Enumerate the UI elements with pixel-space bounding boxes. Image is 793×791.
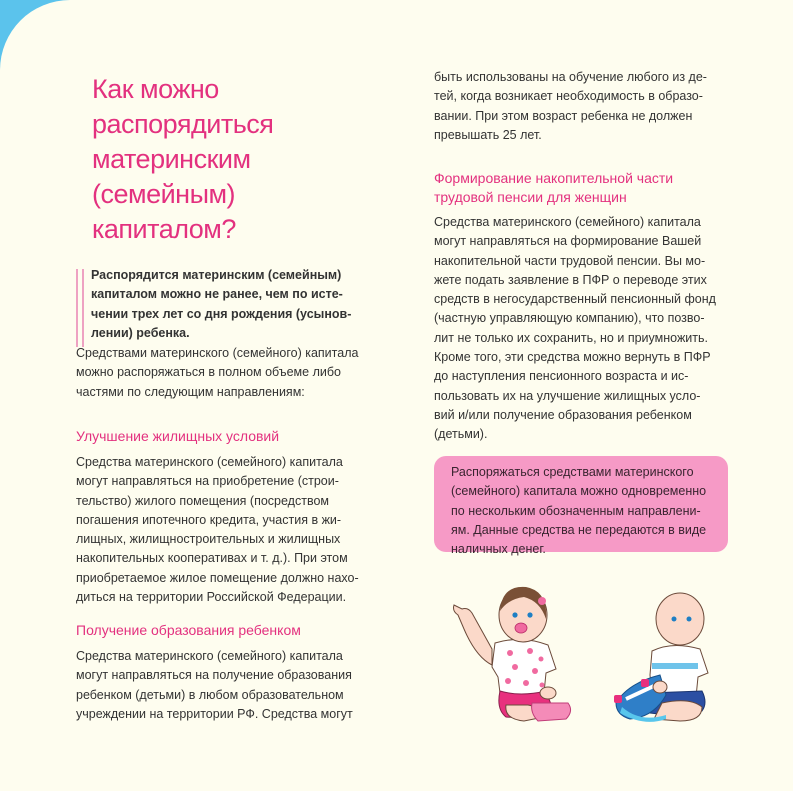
note-line: наличных денег.: [451, 542, 546, 557]
education-heading-text: Получение образования ребенком: [76, 622, 301, 638]
title-line: Как можно: [92, 74, 219, 104]
education-heading: [76, 621, 301, 640]
housing-heading: [76, 427, 279, 446]
intro-line: Средствами материнского (семейного) капитала: [76, 346, 359, 360]
pension-heading: [434, 169, 673, 207]
pension-line: Средства материнского (семейного) капитала: [434, 215, 701, 229]
pension-line: могут направляться на формирование Вашей: [434, 234, 702, 249]
housing-heading-text: Улучшение жилищных условий: [76, 428, 280, 444]
pension-line: пользовать их на улучшение жилищных усло-: [434, 388, 701, 403]
note-text: [451, 463, 716, 559]
lead-line: лении) ребенка.: [91, 325, 190, 340]
pension-line: (детьми).: [434, 427, 488, 442]
lead-line: Распорядится материнским (семейным): [91, 268, 342, 282]
lead-line: капиталом можно не ранее, чем по исте-: [91, 287, 343, 302]
housing-line: приобретаемое жилое помещение должно нахо-: [76, 570, 359, 585]
pension-line: лит не только их сохранить, но и приумножить.: [434, 330, 708, 345]
baby-girl-illustration: [454, 587, 571, 721]
education-line: вании. При этом возраст ребенка не должен: [434, 108, 693, 123]
housing-line: лищных, жилищностроительных и жилищных: [76, 532, 341, 547]
pension-line: вий и/или получение образования ребенком: [434, 407, 692, 422]
education-line: ребенком (детьми) в любом образовательном: [76, 687, 344, 702]
intro-paragraph: [76, 344, 358, 402]
intro-line: можно распоряжаться в полном объеме либо: [76, 365, 341, 380]
housing-line: тельство) жилого помещения (посредством: [76, 493, 329, 508]
page-title: [92, 72, 392, 247]
pension-line: накопительной части трудовой пенсии. Вы мо-: [434, 253, 706, 268]
note-line: (семейного) капитала можно одновременно: [451, 484, 707, 499]
note-line: ям. Данные средства не передаются в виде: [451, 522, 707, 537]
housing-line: накопительных кооперативах и т. д.). При этом: [76, 551, 348, 566]
housing-line: Средства материнского (семейного) капитала: [76, 455, 343, 469]
housing-paragraph: [76, 453, 359, 607]
pension-paragraph: [434, 213, 716, 445]
pension-line: до наступления пенсионного возраста и ис-: [434, 369, 689, 384]
title-line: (семейным): [92, 179, 236, 209]
accent-double-bar: [76, 269, 84, 347]
pension-line: жете подать заявление в ПФР о переводе этих: [434, 272, 707, 287]
housing-line: диться на территории Российской Федерации.: [76, 590, 347, 605]
baby-boy-illustration: [614, 593, 708, 722]
education-line: учреждении на территории РФ. Средства могут: [76, 706, 353, 721]
pension-heading-line: трудовой пенсии для женщин: [434, 189, 627, 205]
education-line: быть использованы на обучение любого из де-: [434, 70, 707, 84]
lead-callout: [76, 266, 391, 343]
note-box: [434, 456, 728, 557]
education-line: Средства материнского (семейного) капитала: [76, 649, 343, 663]
title-line: распорядиться: [92, 109, 274, 139]
pension-line: Кроме того, эти средства можно вернуть в ПФР: [434, 350, 711, 365]
education-line: превышать 25 лет.: [434, 127, 542, 142]
note-line: Распоряжаться средствами материнского: [451, 465, 694, 479]
note-line: по нескольким обозначенным направлени-: [451, 503, 701, 518]
housing-line: могут направляться на приобретение (строи-: [76, 474, 339, 489]
lead-text: [91, 266, 391, 343]
pension-heading-line: Формирование накопительной части: [434, 170, 674, 186]
education-paragraph: [76, 647, 353, 724]
pension-line: (частную управляющую компанию), что позво-: [434, 311, 705, 326]
pension-line: средств в негосударственный пенсионный фонд: [434, 292, 716, 307]
education-line: могут направляться на получение образования: [76, 668, 352, 683]
education-line: тей, когда возникает необходимость в образо-: [434, 89, 703, 104]
housing-line: погашения ипотечного кредита, участия в жи-: [76, 512, 342, 527]
title-line: материнским: [92, 144, 251, 174]
education-paragraph-continued: [434, 68, 707, 145]
title-line: капиталом?: [92, 214, 236, 244]
babies-illustration: [440, 585, 730, 725]
lead-line: чении трех лет со дня рождения (усынов-: [91, 306, 352, 321]
intro-line: частями по следующим направлениям:: [76, 384, 305, 399]
